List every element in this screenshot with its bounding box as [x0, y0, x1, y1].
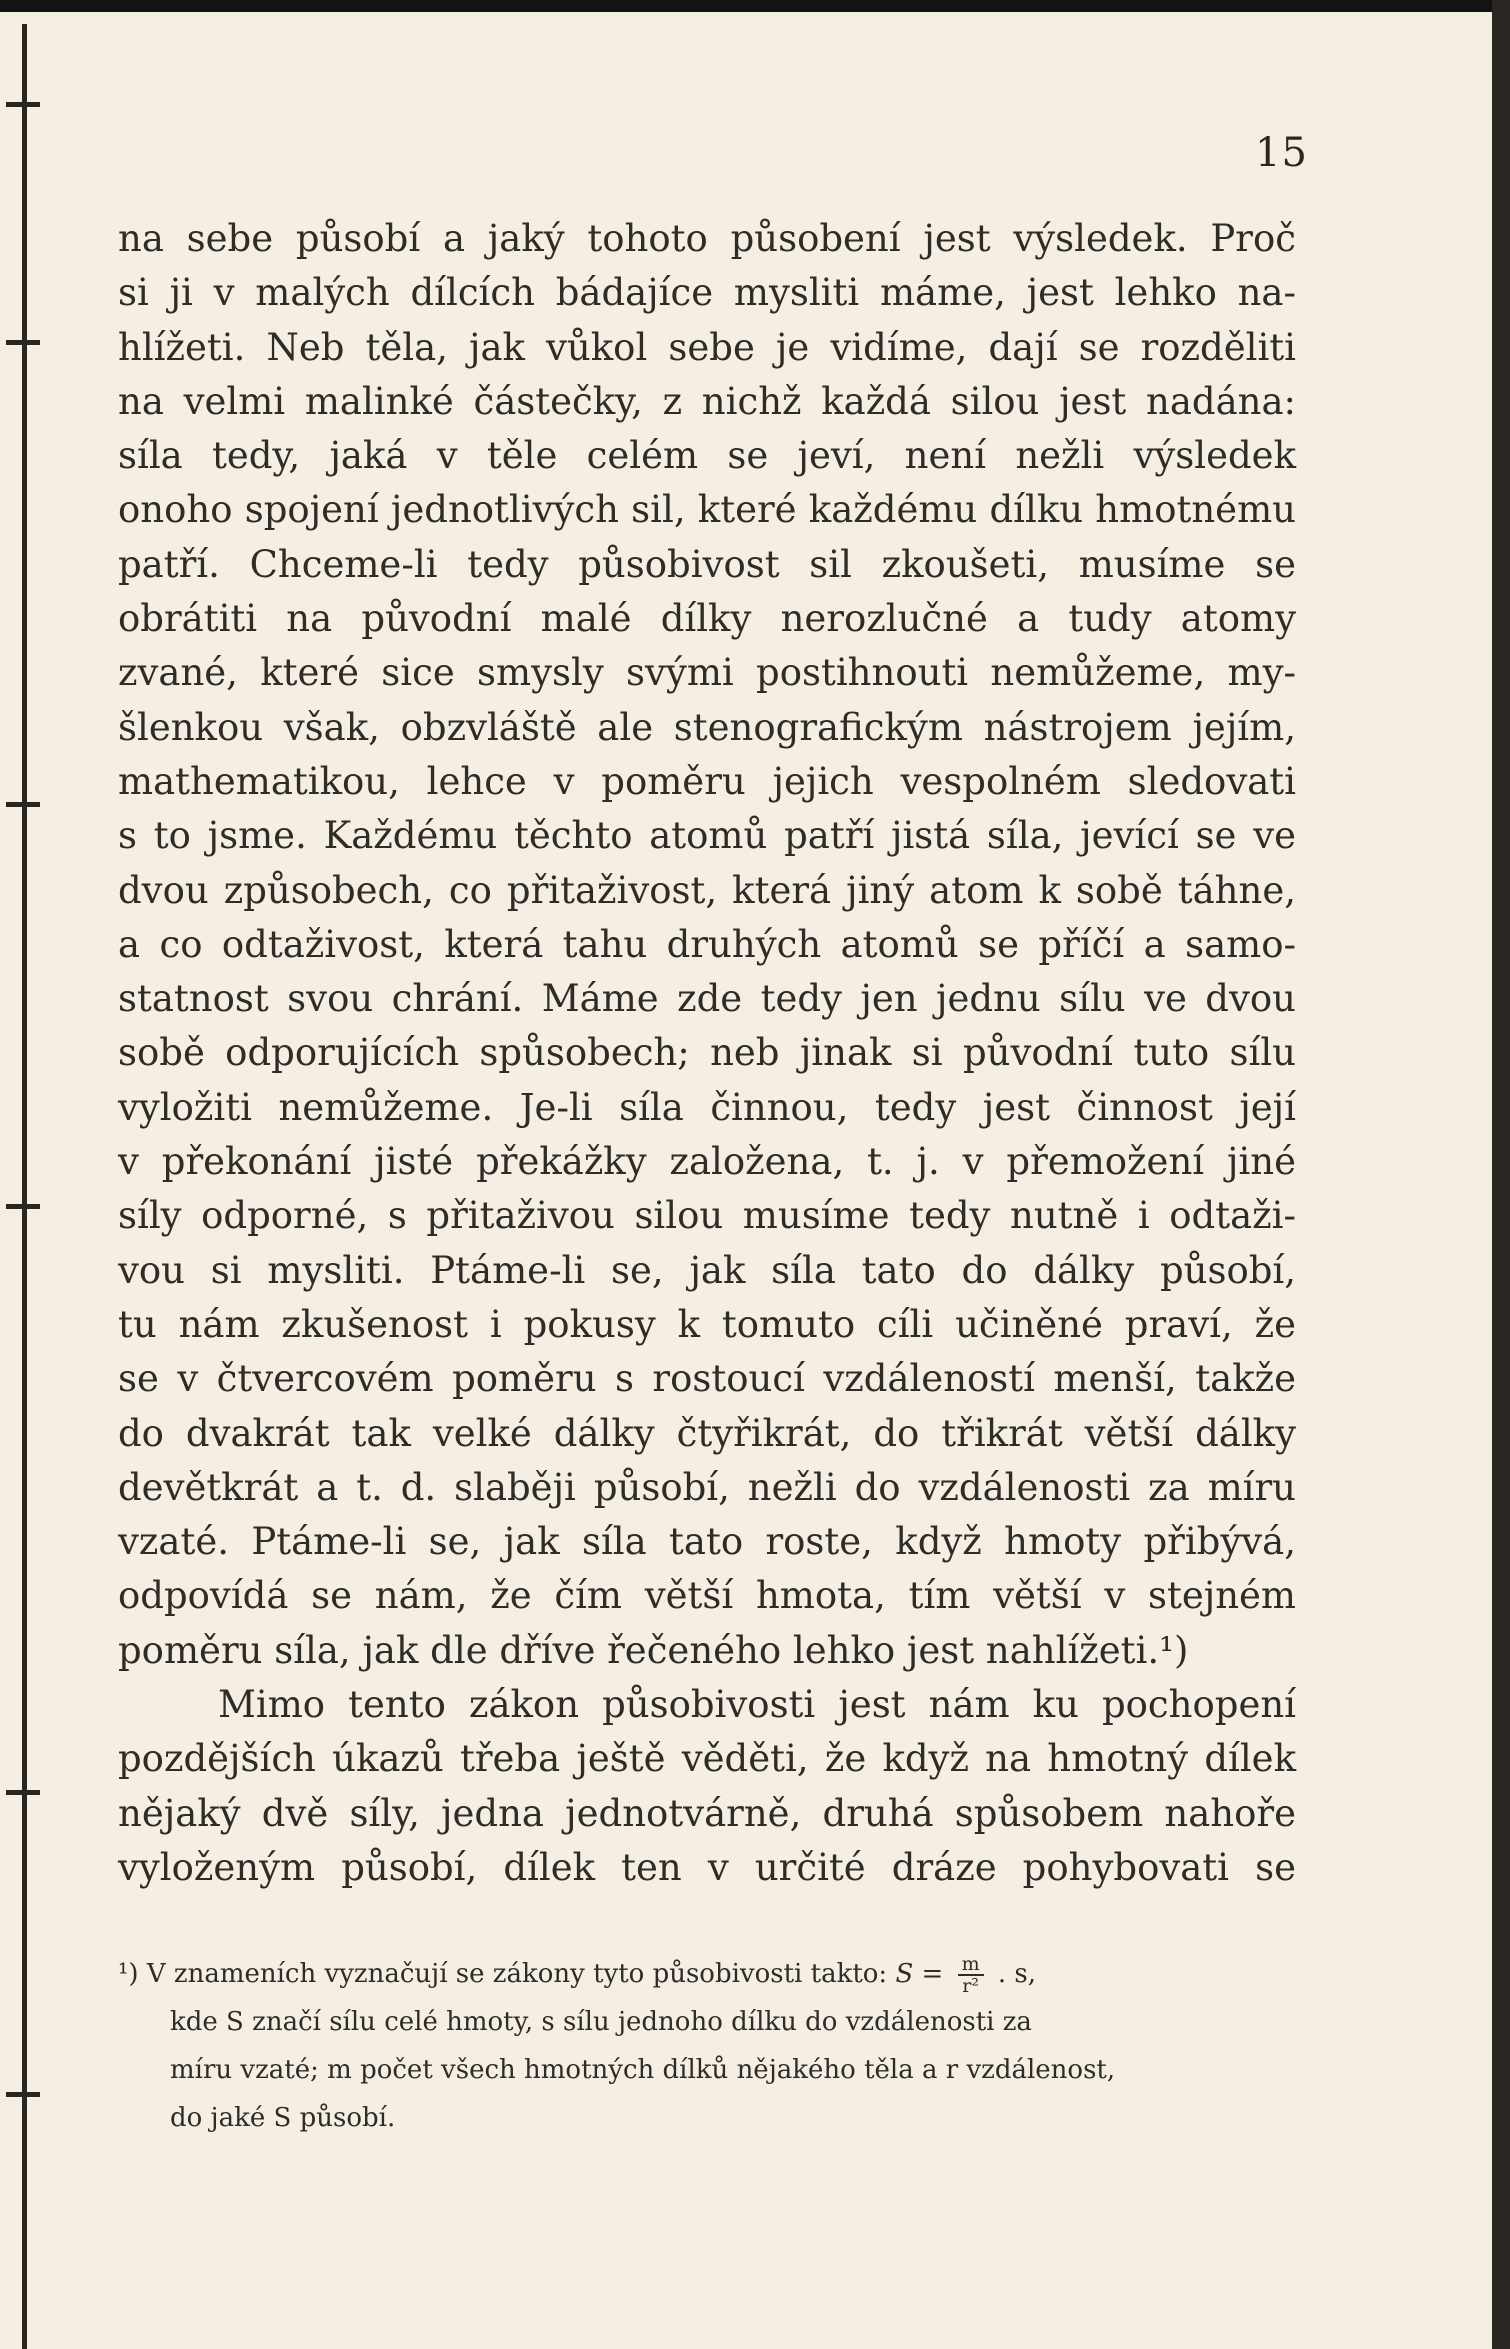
footnote-marker: ¹) [118, 1959, 139, 1989]
formula-fraction [958, 1954, 984, 1996]
text-line: na velmi malinké částečky, z nichž každá silou jest nadána: [118, 379, 1296, 423]
text-line: sobě odporujících spůsobech; neb jinak si původní tuto sílu [118, 1031, 1296, 1075]
footnote-line: kde S značí sílu celé hmoty, s sílu jednoho dílku do vzdálenosti za [170, 2007, 1032, 2037]
text-line: odpovídá se nám, že čím větší hmota, tím větší v stejném [118, 1574, 1296, 1618]
text-line: síly odporné, s přitaživou silou musíme tedy nutně i odtaži- [118, 1194, 1296, 1238]
text-line: vyložiti nemůžeme. Je-li síla činnou, tedy jest činnost její [118, 1085, 1296, 1129]
text-line: hlížeti. Neb těla, jak vůkol sebe je vidíme, dají se rozděliti [118, 325, 1296, 369]
text-line: si ji v malých dílcích bádajíce mysliti máme, jest lehko na- [118, 271, 1296, 315]
text-line: nějaký dvě síly, jedna jednotvárně, druhá spůsobem nahoře [118, 1791, 1296, 1835]
text-line: poměru síla, jak dle dříve řečeného lehko jest nahlížeti.¹) [118, 1628, 1189, 1672]
formula-lhs: S [895, 1959, 914, 1989]
text-line: na sebe působí a jaký tohoto působení jest výsledek. Proč [118, 217, 1296, 260]
text-line: zvané, které sice smysly svými postihnouti nemůžeme, my- [118, 651, 1296, 695]
text-line: síla tedy, jaká v těle celém se jeví, není nežli výsledek [118, 434, 1296, 478]
text-line: mathematikou, lehce v poměru jejich vespolném sledovati [118, 759, 1296, 803]
text-line: Mimo tento zákon působivosti jest nám ku pochopení [218, 1683, 1296, 1727]
formula-numerator: m [958, 1954, 984, 1976]
text-line: šlenkou však, obzvláště ale stenografickým nástrojem jejím, [118, 705, 1296, 749]
formula-tail: . s, [997, 1959, 1037, 1989]
binding-mark [6, 1204, 40, 1209]
text-line: devětkrát a t. d. slaběji působí, nežli do vzdálenosti za míru [118, 1465, 1296, 1509]
text-line: a co odtaživost, která tahu druhých atomů se příčí a samo- [118, 922, 1296, 966]
book-page [0, 12, 1492, 2349]
text-line: patří. Chceme-li tedy působivost sil zkoušeti, musíme se [118, 542, 1296, 586]
scan-right-border [1492, 0, 1510, 2349]
binding-mark [6, 802, 40, 807]
footnote-line: míru vzaté; m počet všech hmotných dílků nějakého těla a r vzdálenost, [170, 2055, 1116, 2085]
binding-mark [6, 102, 40, 107]
binding-mark [6, 340, 40, 345]
text-line: tu nám zkušenost i pokusy k tomuto cíli učiněné praví, že [118, 1302, 1296, 1346]
footnote-line [118, 1950, 1298, 1998]
scan-top-border [0, 0, 1510, 12]
footnote-line: do jaké S působí. [170, 2103, 396, 2133]
text-line: obrátiti na původní malé dílky nerozlučné a tudy atomy [118, 597, 1296, 641]
text-line: onoho spojení jednotlivých sil, které každému dílku hmotnému [118, 488, 1296, 532]
text-line: do dvakrát tak velké dálky čtyřikrát, do třikrát větší dálky [118, 1411, 1296, 1455]
text-line: v překonání jisté překážky založena, t. j. v přemožení jiné [118, 1140, 1296, 1184]
text-line: vou si mysliti. Ptáme-li se, jak síla tato do dálky působí, [118, 1248, 1296, 1292]
footnote-text: V znameních vyznačují se zákony tyto působivosti takto: [146, 1959, 888, 1989]
text-line: se v čtvercovém poměru s rostoucí vzdáleností menší, takže [118, 1357, 1296, 1401]
text-line: vyloženým působí, dílek ten v určité dráze pohybovati se [118, 1845, 1296, 1889]
body-text [118, 212, 1296, 1895]
text-line: dvou způsobech, co přitaživost, která jiný atom k sobě táhne, [118, 868, 1296, 912]
binding-edge [22, 24, 27, 2349]
text-line: s to jsme. Každému těchto atomů patří jistá síla, jevící se ve [118, 814, 1296, 858]
binding-mark [6, 2092, 40, 2097]
text-line: vzaté. Ptáme-li se, jak síla tato roste, když hmoty přibývá, [118, 1520, 1296, 1564]
binding-mark [6, 1790, 40, 1795]
formula-equals: = [921, 1959, 944, 1989]
text-line: pozdějších úkazů třeba ještě věděti, že když na hmotný dílek [118, 1737, 1296, 1781]
formula-denominator: r² [962, 1975, 979, 1997]
page-number: 15 [1255, 130, 1308, 176]
footnote [118, 1950, 1298, 2142]
text-line: statnost svou chrání. Máme zde tedy jen jednu sílu ve dvou [118, 977, 1296, 1021]
